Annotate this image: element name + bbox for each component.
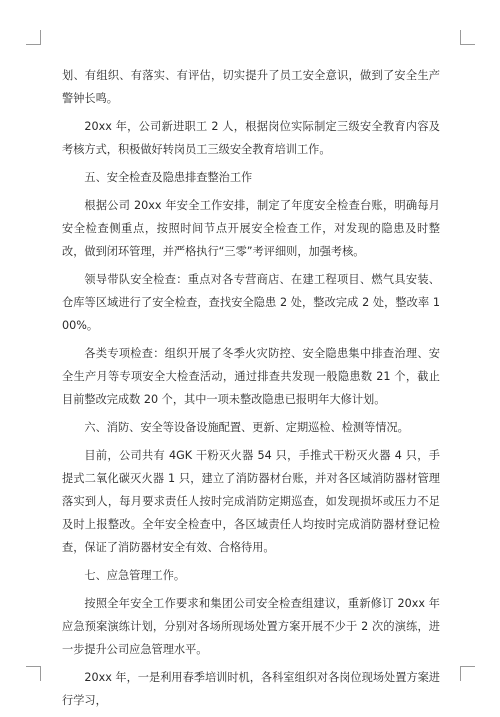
paragraph-leader-inspection: 领导带队安全检查：重点对各专营商店、在建工程项目、燃气具安装、仓库等区域进行了安全检查，查找安全隐患 2 处，整改完成 2 处，整改率 100%。 [62, 273, 440, 332]
paragraph-spring-training: 20xx 年，一是利用春季培训时机，各科室组织对各岗位现场处置方案进行学习， [62, 671, 440, 707]
paragraph-emergency-plan: 按照全年安全工作要求和集团公司安全检查组建议，重新修订 20xx 年应急预案演练计划，分别对各场所现场处置方案开展不少于 2 次的演练，进一步提升公司应急管理水平。 [62, 597, 440, 656]
page-corner-mark [460, 666, 475, 681]
page-corner-mark [26, 666, 41, 681]
page-corner-mark [460, 30, 475, 45]
paragraph-fire-extinguishers: 目前，公司共有 4GK 干粉灭火器 54 只，手推式干粉灭火器 4 只，手提式二氧化碳灭火器 1 只，建立了消防器材台账，并对各区域消防器材管理落实到人，每月要求责任人按时完成消防定期巡查，如发现损坏或压力不足及时上报整改。全年安全检查中，各区域责任人均按时完成消防器材登记检查，保证了消防器材安全有效、合格待用。 [62, 449, 440, 554]
page-corner-mark [26, 30, 41, 45]
document-body [62, 64, 440, 717]
section-heading-fire-equipment: 六、消防、安全等设备设施配置、更新、定期巡检、检测等情况。 [84, 421, 409, 434]
paragraph-new-staff-training: 20xx 年，公司新进职工 2 人，根据岗位实际制定三级安全教育内容及考核方式，积极做好转岗员工三级安全教育培训工作。 [62, 120, 440, 156]
paragraph-continuation: 划、有组织、有落实、有评估，切实提升了员工安全意识，做到了安全生产警钟长鸣。 [62, 69, 440, 105]
paragraph-inspection-plan: 根据公司 20xx 年安全工作安排，制定了年度安全检查台账，明确每月安全检查侧重点，按照时间节点开展安全检查工作，对发现的隐患及时整改，做到闭环管理，并严格执行“三零”考评细则，加强考核。 [62, 199, 440, 258]
section-heading-inspection: 五、安全检查及隐患排查整治工作 [84, 171, 253, 184]
paragraph-special-inspection: 各类专项检查：组织开展了冬季火灾防控、安全隐患集中排查治理、安全生产月等专项安全大检查活动，通过排查共发现一般隐患数 21 个，截止目前整改完成数 20 个，其中一项未整改隐患已报明年大修计划。 [62, 347, 440, 406]
section-heading-emergency: 七、应急管理工作。 [84, 569, 186, 582]
